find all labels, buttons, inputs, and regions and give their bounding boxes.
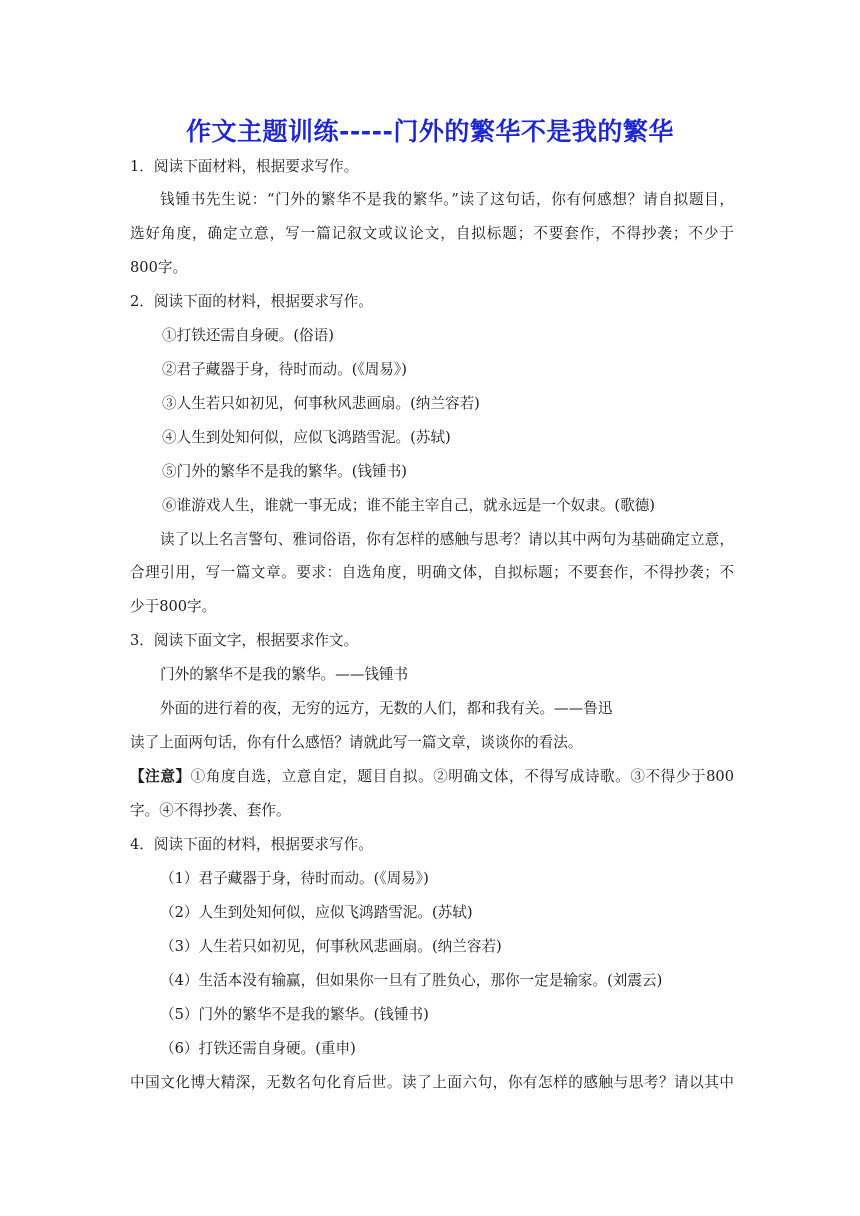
quote-item: ②君子藏器于身，待时而动。(《周易》) xyxy=(162,361,407,378)
note-line xyxy=(130,767,734,787)
question-4-heading: 4．阅读下面的材料，根据要求写作。 xyxy=(130,836,373,853)
quote-item: ⑤门外的繁华不是我的繁华。(钱锺书) xyxy=(162,463,407,480)
quote-item: （2）人生到处知何似，应似飞鸿踏雪泥。(苏轼) xyxy=(160,904,473,921)
paragraph-line: 读了以上名言警句、雅词俗语，你有怎样的感触与思考？请以其中两句为基础确定立意， xyxy=(160,531,734,548)
quote-item: （5）门外的繁华不是我的繁华。(钱锺书) xyxy=(160,1006,429,1023)
quote-item: （1）君子藏器于身，待时而动。(《周易》) xyxy=(160,870,429,887)
paragraph-line: 读了上面两句话，你有什么感悟？请就此写一篇文章，谈谈你的看法。 xyxy=(130,734,583,751)
quote-item: ④人生到处知何似，应似飞鸿踏雪泥。(苏轼) xyxy=(162,429,451,446)
question-2-heading: 2．阅读下面的材料，根据要求写作。 xyxy=(130,293,373,310)
quote-item: （4）生活本没有输赢，但如果你一旦有了胜负心，那你一定是输家。(刘震云) xyxy=(160,972,663,989)
quote-item: ⑥谁游戏人生，谁就一事无成；谁不能主宰自己，就永远是一个奴隶。(歌德) xyxy=(162,497,655,514)
paragraph-line: 少于800字。 xyxy=(130,598,217,615)
note-label: 【注意】 xyxy=(130,768,191,785)
note-text: ①角度自选，立意自定，题目自拟。②明确文体，不得写成诗歌。③不得少于800 xyxy=(190,768,734,785)
paragraph-line: 合理引用，写一篇文章。要求：自选角度，明确文体，自拟标题；不要套作，不得抄袭；不 xyxy=(130,564,734,581)
paragraph-line: 中国文化博大精深，无数名句化育后世。读了上面六句，你有怎样的感触与思考？请以其中 xyxy=(130,1074,734,1091)
quote-item: 外面的进行着的夜，无穷的远方，无数的人们，都和我有关。——鲁迅 xyxy=(160,700,613,717)
quote-item: （3）人生若只如初见，何事秋风悲画扇。(纳兰容若) xyxy=(160,938,502,955)
paragraph-line: 字。④不得抄袭、套作。 xyxy=(130,802,291,819)
quote-item: （6）打铁还需自身硬。(重申) xyxy=(160,1040,356,1057)
quote-item: 门外的繁华不是我的繁华。——钱锺书 xyxy=(160,666,409,683)
page-title: 作文主题训练-----门外的繁华不是我的繁华 xyxy=(186,117,674,146)
paragraph-line: 钱锺书先生说：“门外的繁华不是我的繁华。”读了这句话，你有何感想？请自拟题目， xyxy=(160,191,734,208)
quote-item: ③人生若只如初见，何事秋风悲画扇。(纳兰容若) xyxy=(162,395,480,412)
question-3-heading: 3．阅读下面文字，根据要求作文。 xyxy=(130,632,359,649)
question-1-heading: 1．阅读下面材料，根据要求写作。 xyxy=(130,158,359,175)
paragraph-line: 800字。 xyxy=(130,259,188,276)
paragraph-line: 选好角度，确定立意，写一篇记叙文或议论文，自拟标题；不要套作，不得抄袭；不少于 xyxy=(130,225,734,242)
quote-item: ①打铁还需自身硬。(俗语) xyxy=(162,327,334,344)
